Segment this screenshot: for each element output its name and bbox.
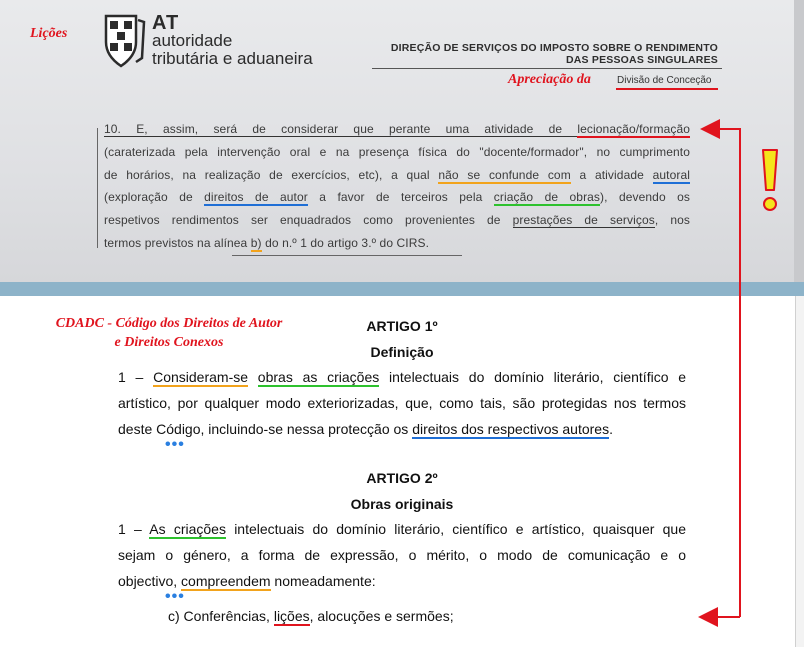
highlight-alinea-b: b) — [250, 235, 262, 250]
body-text: 1 – — [118, 521, 150, 537]
division-name: Divisão de Conceção — [617, 75, 712, 86]
body-text: nomeadamente: — [270, 573, 376, 589]
body-text: intelectuais do domínio literário, científico e — [379, 369, 687, 385]
highlight-lecionacao: lecionação/formação — [577, 122, 690, 136]
artigo2-subtitle: Obras originais — [350, 496, 454, 512]
body-text: objectivo, — [118, 573, 182, 589]
highlight-criacao-de-obras: criação de obras — [493, 190, 601, 205]
department-line-2: DAS PESSOAS SINGULARES — [565, 54, 718, 66]
scan-text: do n.º 1 do artigo 3.º do CIRS. — [261, 235, 430, 250]
highlight-obras-as-criacoes: obras as criações — [257, 369, 380, 385]
brand-line-2: tributária e aduaneira — [152, 49, 313, 68]
scan-text: de horários, na realização de exercícios, etc), a qual — [104, 167, 439, 182]
artigo2-title: ARTIGO 2º — [366, 470, 438, 486]
highlight-licoes: lições — [273, 608, 310, 624]
body-text: intelectuais do domínio literário, científico e artístico, quaisquer que — [225, 521, 686, 537]
body-text: . — [609, 421, 613, 437]
artigo1-title: ARTIGO 1º — [366, 318, 438, 334]
body-text: deste Código, incluindo-se nessa protecção os — [118, 421, 413, 437]
scan-text: (exploração de — [104, 190, 205, 205]
highlight-consideram-se: Consideram-se — [153, 369, 249, 385]
highlight-direitos-dos-autores: direitos dos respectivos autores — [412, 421, 610, 437]
scan-text: a atividade — [570, 167, 653, 182]
licoes-annotation: Lições — [30, 26, 68, 41]
artigo1-line-2: artístico, por qualquer modo exteriorizadas, que, como tais, são protegidas nos termos — [118, 395, 686, 411]
scan-text: ), devendo os — [600, 190, 690, 205]
brand-at: AT — [152, 12, 180, 34]
artigo1-subtitle: Definição — [370, 344, 434, 360]
artigo2-line-2: sejam o género, a forma de expressão, o mérito, o modo de comunicação e o — [118, 547, 686, 563]
ellipsis-1: ••• — [165, 436, 185, 453]
ellipsis-2: ••• — [165, 588, 185, 605]
brand-line-1: autoridade — [152, 31, 233, 50]
scan-line-2: (caraterizada pela intervenção oral e na presença física do "docente/formador", no cumprimento — [104, 144, 690, 159]
cdadc-line-2: e Direitos Conexos — [114, 335, 224, 350]
body-text: 1 – — [118, 369, 154, 385]
scan-text: a favor de terceiros pela — [307, 190, 494, 205]
apreciacao-annotation: Apreciação da — [508, 72, 591, 87]
highlight-nao-se-confunde: não se confunde com — [438, 167, 571, 182]
scan-text: 10. E, assim, será de considerar que perante uma atividade de — [104, 122, 578, 136]
highlight-as-criacoes: As criações — [149, 521, 226, 537]
highlight-autoral: autoral — [652, 167, 691, 182]
highlight-direitos-de-autor: direitos de autor — [204, 190, 308, 205]
body-text: c) Conferências, — [168, 608, 274, 624]
body-text: , alocuções e sermões; — [309, 608, 454, 624]
scan-text: , nos — [654, 213, 690, 228]
highlight-compreendem: compreendem — [181, 573, 271, 589]
scan-text: termos previstos na alínea — [104, 235, 251, 250]
arrow-to-lecionacao — [704, 129, 740, 617]
highlight-prestacoes: prestações de serviços — [512, 213, 655, 228]
scan-text: respetivos rendimentos ser enquadrados como provenientes de — [104, 213, 513, 228]
cdadc-line-1: CDADC - Código dos Direitos de Autor — [55, 316, 283, 331]
department-line-1: DIREÇÃO DE SERVIÇOS DO IMPOSTO SOBRE O RENDIMENTO — [390, 42, 718, 54]
